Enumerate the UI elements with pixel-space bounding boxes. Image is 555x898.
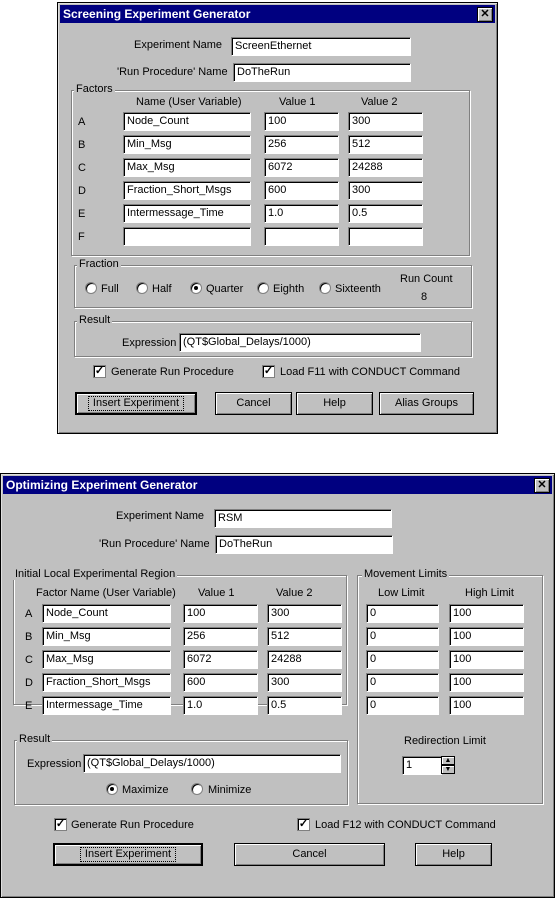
- high-limit-field[interactable]: 100: [449, 673, 524, 692]
- factor-letter: A: [78, 116, 86, 128]
- fraction-label-half: Half: [152, 283, 172, 295]
- generate-run-label: Generate Run Procedure: [111, 366, 234, 378]
- factor-letter: F: [78, 231, 85, 243]
- maximize-radio[interactable]: [106, 783, 118, 795]
- factor-value2-field[interactable]: 24288: [267, 650, 342, 669]
- spin-down-icon[interactable]: ▼: [441, 765, 455, 774]
- factor-value1-field[interactable]: 6072: [264, 158, 339, 177]
- fraction-label-sixteenth: Sixteenth: [335, 283, 381, 295]
- cancel-button[interactable]: Cancel: [234, 843, 385, 866]
- factor-value2-field[interactable]: 300: [267, 604, 342, 623]
- factor-value1-field[interactable]: 1.0: [183, 696, 258, 715]
- high-limit-field[interactable]: 100: [449, 627, 524, 646]
- factor-value1-field[interactable]: 600: [183, 673, 258, 692]
- low-limit-field[interactable]: 0: [366, 673, 439, 692]
- factor-letter: E: [25, 700, 33, 712]
- expression-field[interactable]: (QT$Global_Delays/1000): [179, 333, 421, 352]
- factor-value2-field[interactable]: 512: [267, 627, 342, 646]
- factor-letter: E: [78, 208, 86, 220]
- factor-name-field[interactable]: Fraction_Short_Msgs: [42, 673, 171, 692]
- factor-letter: A: [25, 608, 33, 620]
- factor-name-field[interactable]: Node_Count: [42, 604, 171, 623]
- factor-name-field[interactable]: Max_Msg: [42, 650, 171, 669]
- result-group-title: Result: [19, 733, 51, 745]
- expression-label: Expression: [122, 337, 177, 349]
- low-limit-field[interactable]: 0: [366, 650, 439, 669]
- run-procedure-field[interactable]: DoTheRun: [233, 63, 411, 82]
- insert-experiment-label: Insert Experiment: [88, 396, 184, 411]
- minimize-radio[interactable]: [191, 783, 203, 795]
- factor-value2-field[interactable]: 512: [348, 135, 423, 154]
- initial-region-group-title: Initial Local Experimental Region: [15, 568, 176, 580]
- run-procedure-field[interactable]: DoTheRun: [215, 535, 393, 554]
- factor-value2-field[interactable]: 300: [348, 181, 423, 200]
- expression-label: Expression: [27, 758, 82, 770]
- generate-run-checkbox[interactable]: ✓: [94, 365, 105, 377]
- col-value1-header: Value 1: [198, 587, 235, 599]
- low-limit-field[interactable]: 0: [366, 604, 439, 623]
- high-limit-field[interactable]: 100: [449, 604, 524, 623]
- factor-letter: C: [78, 162, 86, 174]
- fraction-radio-sixteenth[interactable]: [319, 282, 331, 294]
- col-value1-header: Value 1: [279, 96, 316, 108]
- factor-name-field[interactable]: Max_Msg: [123, 158, 251, 177]
- factor-name-field[interactable]: [123, 227, 251, 246]
- col-factor-name-header: Factor Name (User Variable): [36, 587, 176, 599]
- screening-title-bar[interactable]: [60, 5, 495, 23]
- alias-groups-button[interactable]: Alias Groups: [379, 392, 474, 415]
- experiment-name-field[interactable]: RSM: [214, 509, 392, 528]
- factor-name-field[interactable]: Intermessage_Time: [42, 696, 171, 715]
- factor-value2-field[interactable]: 24288: [348, 158, 423, 177]
- factor-value1-field[interactable]: 256: [183, 627, 258, 646]
- run-count-value: 8: [421, 291, 428, 303]
- fraction-radio-eighth[interactable]: [257, 282, 269, 294]
- high-limit-field[interactable]: 100: [449, 696, 524, 715]
- generate-run-checkbox[interactable]: ✓: [55, 818, 66, 830]
- factor-value1-field[interactable]: 1.0: [264, 204, 339, 223]
- screening-dialog: [57, 2, 498, 434]
- factor-letter: B: [78, 139, 86, 151]
- generate-run-label: Generate Run Procedure: [71, 819, 194, 831]
- low-limit-field[interactable]: 0: [366, 696, 439, 715]
- factor-value2-field[interactable]: [348, 227, 423, 246]
- optimizing-title-bar[interactable]: [3, 476, 552, 494]
- insert-experiment-button[interactable]: [53, 843, 203, 866]
- maximize-label: Maximize: [122, 784, 169, 796]
- col-value2-header: Value 2: [276, 587, 313, 599]
- factor-letter: D: [25, 677, 33, 689]
- factor-name-field[interactable]: Intermessage_Time: [123, 204, 251, 223]
- low-limit-field[interactable]: 0: [366, 627, 439, 646]
- experiment-name-field[interactable]: ScreenEthernet: [231, 37, 411, 56]
- factor-value1-field[interactable]: 6072: [183, 650, 258, 669]
- factor-name-field[interactable]: Min_Msg: [123, 135, 251, 154]
- redirection-limit-field[interactable]: 1: [402, 756, 442, 775]
- experiment-name-label: Experiment Name: [134, 39, 223, 51]
- run-count-label: Run Count: [400, 273, 453, 285]
- factor-value1-field[interactable]: 100: [264, 112, 339, 131]
- factor-value2-field[interactable]: 300: [267, 673, 342, 692]
- low-limit-header: Low Limit: [378, 587, 425, 599]
- optimizing-dialog: [0, 473, 555, 898]
- spin-up-icon[interactable]: ▲: [441, 756, 455, 765]
- factor-letter: D: [78, 185, 86, 197]
- minimize-label: Minimize: [208, 784, 252, 796]
- fraction-label-eighth: Eighth: [273, 283, 305, 295]
- close-icon[interactable]: ✕: [477, 7, 493, 22]
- help-button[interactable]: Help: [296, 392, 373, 415]
- load-conduct-checkbox[interactable]: ✓: [298, 818, 309, 830]
- high-limit-header: High Limit: [465, 587, 514, 599]
- fraction-group-title: Fraction: [79, 258, 119, 270]
- factor-value1-field[interactable]: [264, 227, 339, 246]
- help-button[interactable]: Help: [415, 843, 492, 866]
- factor-letter: C: [25, 654, 33, 666]
- factor-name-field[interactable]: Fraction_Short_Msgs: [123, 181, 251, 200]
- redirection-limit-label: Redirection Limit: [404, 735, 486, 747]
- fraction-label-full: Full: [101, 283, 119, 295]
- factor-letter: B: [25, 631, 33, 643]
- insert-experiment-label: Insert Experiment: [80, 847, 176, 862]
- load-conduct-checkbox[interactable]: ✓: [263, 365, 274, 377]
- factor-value2-field[interactable]: 0.5: [348, 204, 423, 223]
- close-icon[interactable]: ✕: [534, 478, 550, 493]
- insert-experiment-button[interactable]: [75, 392, 197, 415]
- factor-name-field[interactable]: Node_Count: [123, 112, 251, 131]
- fraction-radio-half[interactable]: [136, 282, 148, 294]
- fraction-radio-full[interactable]: [85, 282, 97, 294]
- factor-value2-field[interactable]: 300: [348, 112, 423, 131]
- fraction-label-quarter: Quarter: [206, 283, 244, 295]
- high-limit-field[interactable]: 100: [449, 650, 524, 669]
- expression-field[interactable]: (QT$Global_Delays/1000): [83, 754, 341, 773]
- fraction-radio-quarter[interactable]: [190, 282, 202, 294]
- factor-value2-field[interactable]: 0.5: [267, 696, 342, 715]
- result-group-title: Result: [79, 314, 111, 326]
- col-name-header: Name (User Variable): [136, 96, 242, 108]
- optimizing-title: Optimizing Experiment Generator: [6, 478, 198, 492]
- redirection-limit-spinner[interactable]: [441, 756, 455, 775]
- factor-value1-field[interactable]: 600: [264, 181, 339, 200]
- load-conduct-label: Load F11 with CONDUCT Command: [280, 366, 460, 378]
- cancel-button[interactable]: Cancel: [215, 392, 292, 415]
- screening-title: Screening Experiment Generator: [63, 7, 251, 21]
- col-value2-header: Value 2: [361, 96, 398, 108]
- factor-name-field[interactable]: Min_Msg: [42, 627, 171, 646]
- factor-value1-field[interactable]: 256: [264, 135, 339, 154]
- load-conduct-label: Load F12 with CONDUCT Command: [315, 819, 496, 831]
- factor-value1-field[interactable]: 100: [183, 604, 258, 623]
- run-procedure-label: 'Run Procedure' Name: [117, 66, 228, 78]
- movement-limits-group-title: Movement Limits: [364, 568, 448, 580]
- run-procedure-label: 'Run Procedure' Name: [99, 538, 210, 550]
- factors-group-title: Factors: [76, 83, 113, 95]
- experiment-name-label: Experiment Name: [116, 510, 205, 522]
